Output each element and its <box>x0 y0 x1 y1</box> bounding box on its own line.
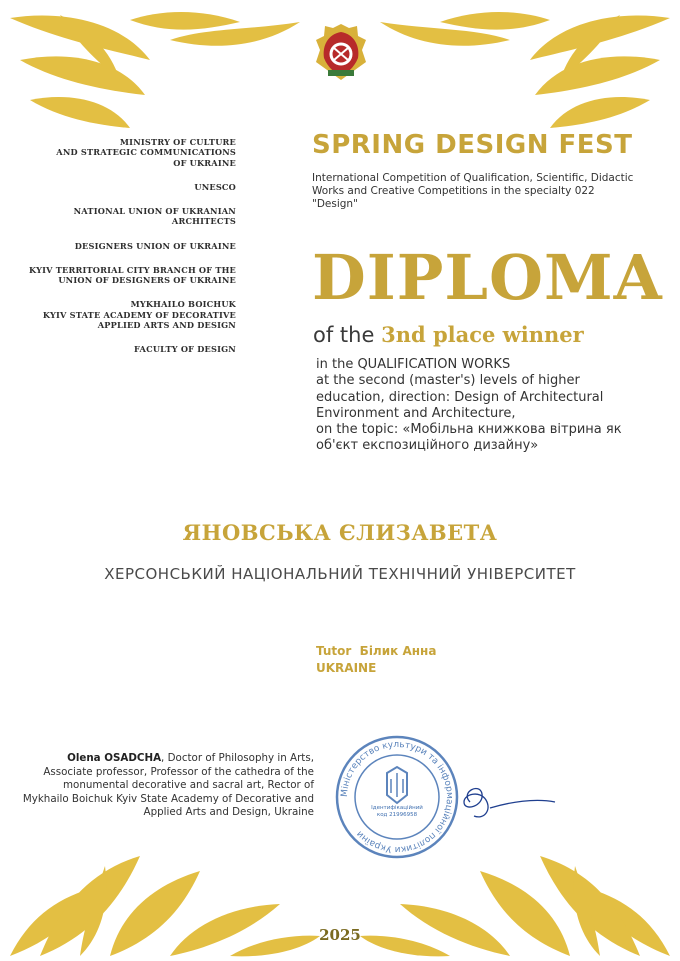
tutor-label: Tutor <box>316 644 352 658</box>
stamp-center-text: Ідентифікаційний код 21996958 <box>371 805 423 818</box>
org-kyiv-branch: KYIV TERRITORIAL CITY BRANCH OF THE UNION OF DESIGNERS OF UKRAINE <box>28 264 236 285</box>
description-line: on the topic: «Мобільна книжкова вітрина як <box>316 422 622 437</box>
competition-description <box>316 357 646 455</box>
top-left-ornament <box>0 0 320 135</box>
diploma-title: DIPLOMA <box>312 241 663 314</box>
top-right-ornament <box>360 0 680 135</box>
description-line: at the second (master's) levels of higher <box>316 373 580 389</box>
of-the-label: of the <box>313 323 375 347</box>
description-line: education, direction: Design of Architectural <box>316 389 604 405</box>
handwritten-signature <box>440 772 560 832</box>
description-line: Environment and Architecture, <box>316 405 516 421</box>
organizations-list <box>20 137 236 354</box>
fest-title: SPRING DESIGN FEST <box>312 130 633 160</box>
place-label: 3nd place winner <box>381 322 584 347</box>
tutor-country: UKRAINE <box>316 660 377 675</box>
org-academy: MYKHAILO BOICHUK KYIV STATE ACADEMY OF DECORATIVE APPLIED ARTS AND DESIGN <box>42 299 236 330</box>
winner-name: ЯНОВСЬКА ЄЛИЗАВЕТА <box>182 520 498 545</box>
tutor-block <box>316 643 436 677</box>
description-line: in the QUALIFICATION WORKS <box>316 357 511 372</box>
tutor-line <box>316 643 436 660</box>
org-unesco: UNESCO <box>194 181 236 192</box>
org-designers-union: DESIGNERS UNION OF UKRAINE <box>74 240 236 251</box>
fest-subtitle: International Competition of Qualification, Scientific, Didactic Works and Creative Competitions in the specialty 022 "Design" <box>312 172 634 211</box>
org-architects-union: NATIONAL UNION OF UKRANIAN ARCHITECTS <box>73 206 236 227</box>
university-name: ХЕРСОНСЬКИЙ НАЦІОНАЛЬНИЙ ТЕХНІЧНИЙ УНІВЕРСИТЕТ <box>104 565 576 583</box>
org-ministry: MINISTRY OF CULTURE AND STRATEGIC COMMUNICATIONS OF UKRAINE <box>56 137 236 168</box>
stamp-ring-text: Міністерство культури та інформаційної політики України <box>339 739 455 855</box>
org-faculty: FACULTY OF DESIGN <box>134 344 236 354</box>
place-line <box>313 322 584 347</box>
signatory-name: Olena OSADCHA <box>67 752 162 764</box>
tutor-name: Білик Анна <box>359 644 437 658</box>
crest-emblem <box>314 22 368 82</box>
signatory-text <box>20 752 314 820</box>
year-label: 2025 <box>319 926 361 944</box>
description-line: об'єкт експозиційного дизайну» <box>316 438 539 454</box>
signatory-title: , Doctor of Philosophy in Arts, Associate professor, Professor of the cathedra of the monumental decorative and sacral art, Rector of Mykhailo Boichuk Kyiv State Academy of Decorative and Applied Arts and Design, Ukraine <box>22 752 314 819</box>
